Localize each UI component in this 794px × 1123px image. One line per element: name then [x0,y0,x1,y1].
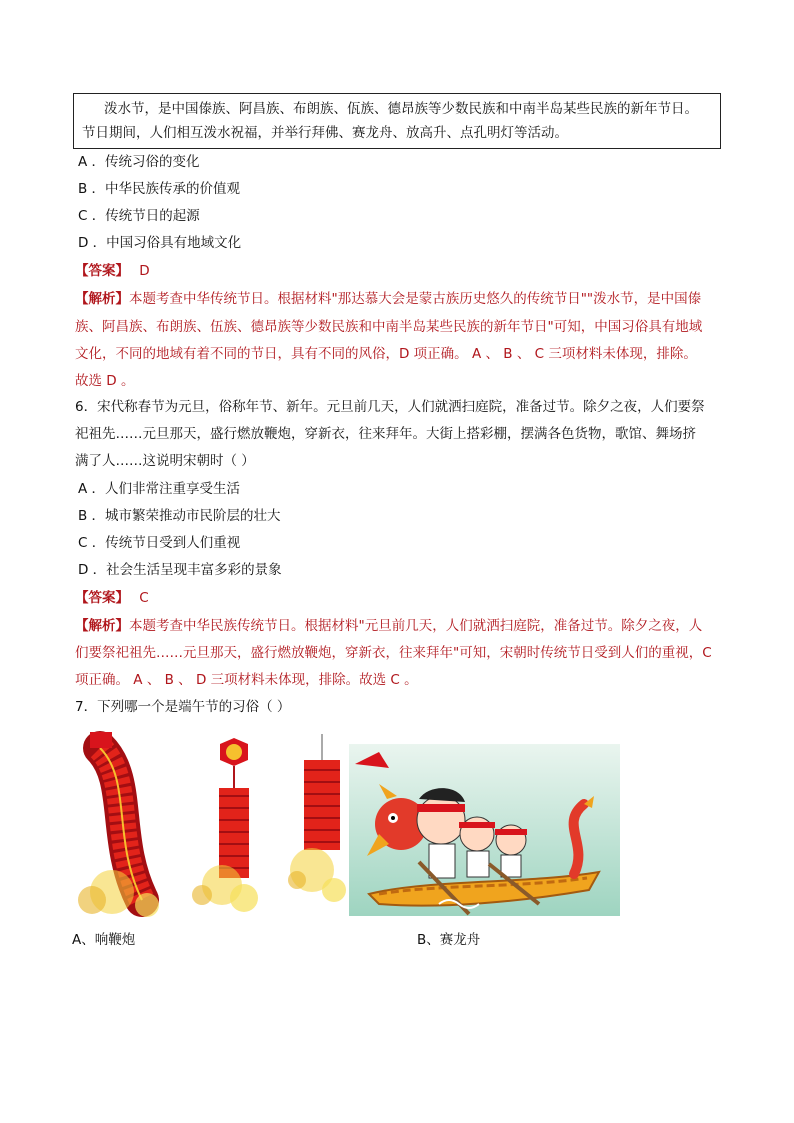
dragon-boat-illustration [349,744,620,916]
q5-answer-value: D [139,263,150,279]
material-box [73,93,721,149]
q6-analysis-text-1: 本题考查中华民族传统节日。根据材料"元旦前几天，人们就洒扫庭院，准备过节。除夕之夜，人 [129,618,703,634]
firecracker-string-right [288,734,346,902]
q5-option-d: D ．中国习俗具有地域文化 [78,235,242,251]
material-line-2: 节日期间，人们相互泼水祝福，并举行拜佛、赛龙舟、放高升、点孔明灯等活动。 [82,125,568,141]
q5-option-c: C ．传统节日的起源 [78,208,200,224]
q6-analysis-tag: 【解析】 [75,618,129,634]
q5-answer-tag: 【答案】 [75,263,129,279]
caption-a: A、响鞭炮 [72,932,136,948]
q6-stem-line-1: 6．宋代称春节为元旦，俗称年节、新年。元旦前几天，人们就洒扫庭院，准备过节。除夕之夜，人们要祭 [75,399,705,415]
q6-answer-tag: 【答案】 [75,590,129,606]
q5-analysis-text-1: 本题考查中华传统节日。根据材料"那达慕大会是蒙古族历史悠久的传统节日""泼水节，是中国傣 [129,291,702,307]
q6-option-a: A ．人们非常注重享受生活 [78,481,241,497]
q6-analysis-line-3: 项正确。 A 、 B 、 D 三项材料未体现，排除。故选 C 。 [75,672,418,688]
q5-answer [75,262,150,280]
caption-b: B、赛龙舟 [417,932,481,948]
q6-stem-line-2: 祀祖先……元旦那天，盛行燃放鞭炮，穿新衣，往来拜年。大街上搭彩棚，摆满各色货物，歌馆、舞场挤 [75,426,696,442]
q5-analysis-line-2: 族、阿昌族、布朗族、伍族、德昂族等少数民族和中南半岛某些民族的新年节日"可知，中国习俗具有地域 [75,319,703,335]
firecrackers-illustration [72,730,347,920]
q6-option-c: C ．传统节日受到人们重视 [78,535,241,551]
q6-option-d: D ．社会生活呈现丰富多彩的景象 [78,562,282,578]
q6-analysis-line-2: 们要祭祀祖先……元旦那天，盛行燃放鞭炮，穿新衣，往来拜年"可知，宋朝时传统节日受到人们的重视，C [75,645,712,661]
q6-option-b: B ．城市繁荣推动市民阶层的壮大 [78,508,281,524]
q5-option-a: A ．传统习俗的变化 [78,154,200,170]
q5-analysis-line-4: 故选 D 。 [75,373,135,389]
q7-stem: 7．下列哪一个是端午节的习俗（ ） [75,699,291,715]
q6-stem-line-3: 满了人……这说明宋朝时（ ） [75,453,255,469]
q5-analysis-tag: 【解析】 [75,291,129,307]
q6-answer-value: C [139,590,149,606]
material-line-1: 泼水节，是中国傣族、阿昌族、布朗族、佤族、德昂族等少数民族和中南半岛某些民族的新年节日。 [104,101,698,117]
q5-analysis-line-3: 文化，不同的地域有着不同的节日，具有不同的风俗，D 项正确。 A 、 B 、 C 三项材料未体现，排除。 [75,346,697,362]
q6-analysis-line-1 [75,617,702,635]
q5-option-b: B ．中华民族传承的价值观 [78,181,241,197]
q5-analysis-line-1 [75,290,701,308]
q6-answer [75,589,149,607]
firecracker-string-middle [192,738,258,912]
firecracker-string-left [78,732,159,917]
